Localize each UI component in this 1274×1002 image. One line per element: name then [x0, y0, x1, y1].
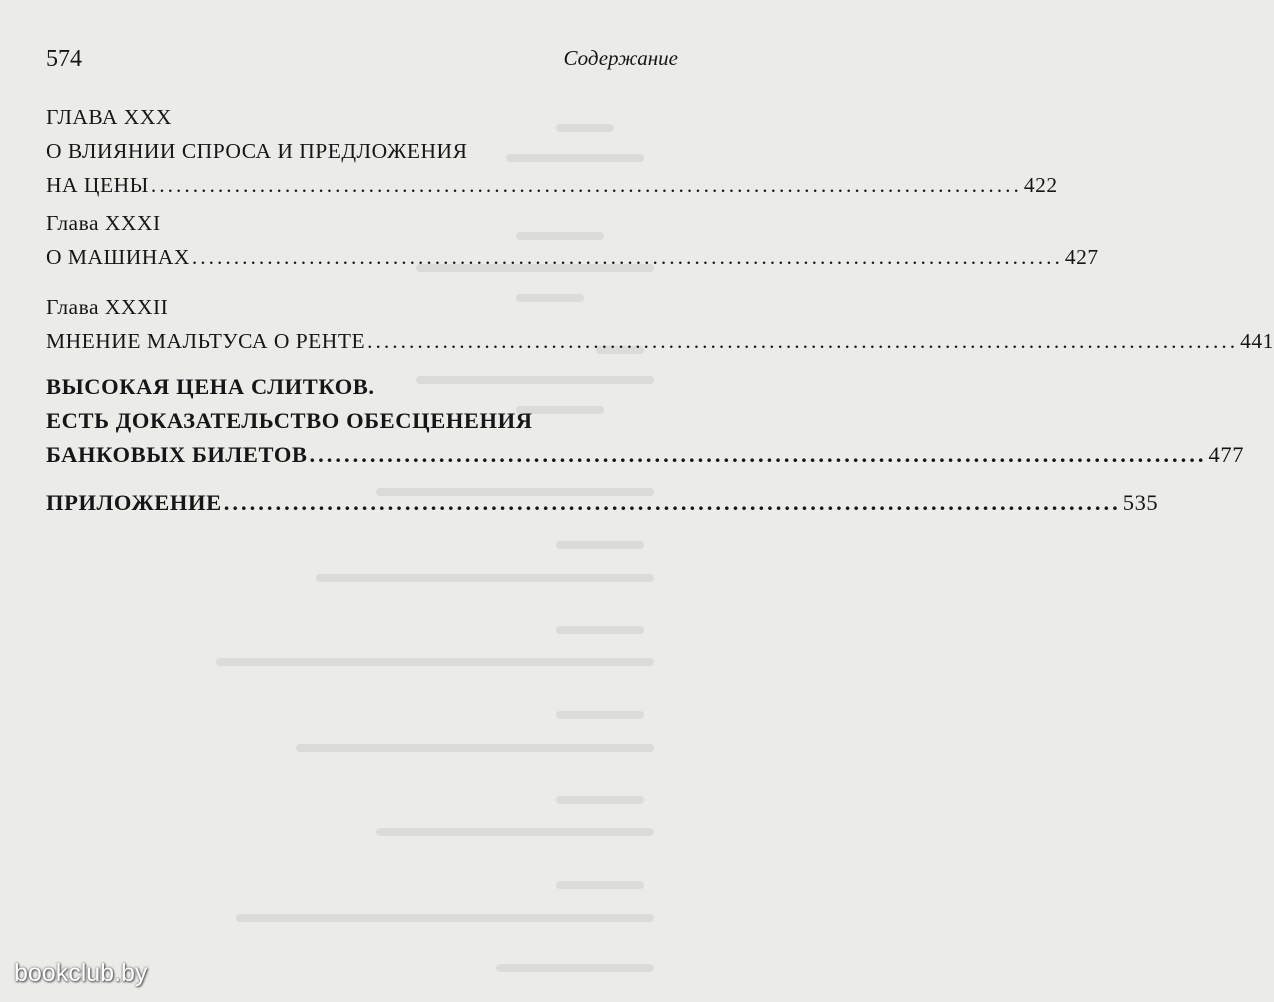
chapter-title-last-line: НА ЦЕНЫ: [46, 173, 149, 197]
dot-leader: ........................................................................................................: [309, 442, 1207, 467]
toc-entry-chapter-32[interactable]: [46, 290, 1274, 358]
section-title-leader-line: [46, 438, 1245, 472]
toc-entry-chapter-30[interactable]: [46, 100, 1058, 202]
section-title: ПРИЛОЖЕНИЕ: [46, 490, 222, 515]
section-title-line: ЕСТЬ ДОКАЗАТЕЛЬСТВО ОБЕСЦЕНЕНИЯ: [46, 408, 533, 433]
dot-leader: ........................................................................................................: [191, 245, 1063, 269]
page-ref: 422: [1023, 173, 1058, 197]
page-ref: 477: [1208, 442, 1245, 467]
chapter-title-leader-line: [46, 168, 1058, 202]
running-head: Содержание: [563, 46, 678, 70]
chapter-label: Глава XXXI: [46, 211, 161, 235]
page-ref: 441: [1240, 329, 1274, 353]
dot-leader: ........................................................................................................: [150, 173, 1022, 197]
dot-leader: ........................................................................................................: [367, 329, 1239, 353]
page-header: [46, 46, 678, 80]
page-ref: 535: [1122, 490, 1159, 515]
page-ref: 427: [1064, 245, 1099, 269]
chapter-title: МНЕНИЕ МАЛЬТУСА О РЕНТЕ: [46, 329, 366, 353]
chapter-title-leader-line: [46, 240, 1099, 274]
chapter-title-line: О ВЛИЯНИИ СПРОСА И ПРЕДЛОЖЕНИЯ: [46, 139, 468, 163]
toc-entry-chapter-31[interactable]: [46, 206, 1099, 274]
toc-entry-appendix[interactable]: [46, 486, 1159, 520]
chapter-label: Глава XXXII: [46, 295, 169, 319]
section-title-line: ВЫСОКАЯ ЦЕНА СЛИТКОВ.: [46, 374, 375, 399]
chapter-title-leader-line: [46, 324, 1274, 358]
dot-leader: ........................................................................................................: [223, 490, 1121, 515]
page-number: 574: [46, 46, 82, 72]
section-title-last-line: БАНКОВЫХ БИЛЕТОВ: [46, 442, 308, 467]
chapter-label: ГЛАВА XXX: [46, 105, 172, 129]
watermark-logo: bookclub.by: [14, 959, 148, 987]
section-title-leader-line: [46, 486, 1159, 520]
toc-entry-bullion[interactable]: [46, 370, 1245, 472]
chapter-title: О МАШИНАХ: [46, 245, 190, 269]
